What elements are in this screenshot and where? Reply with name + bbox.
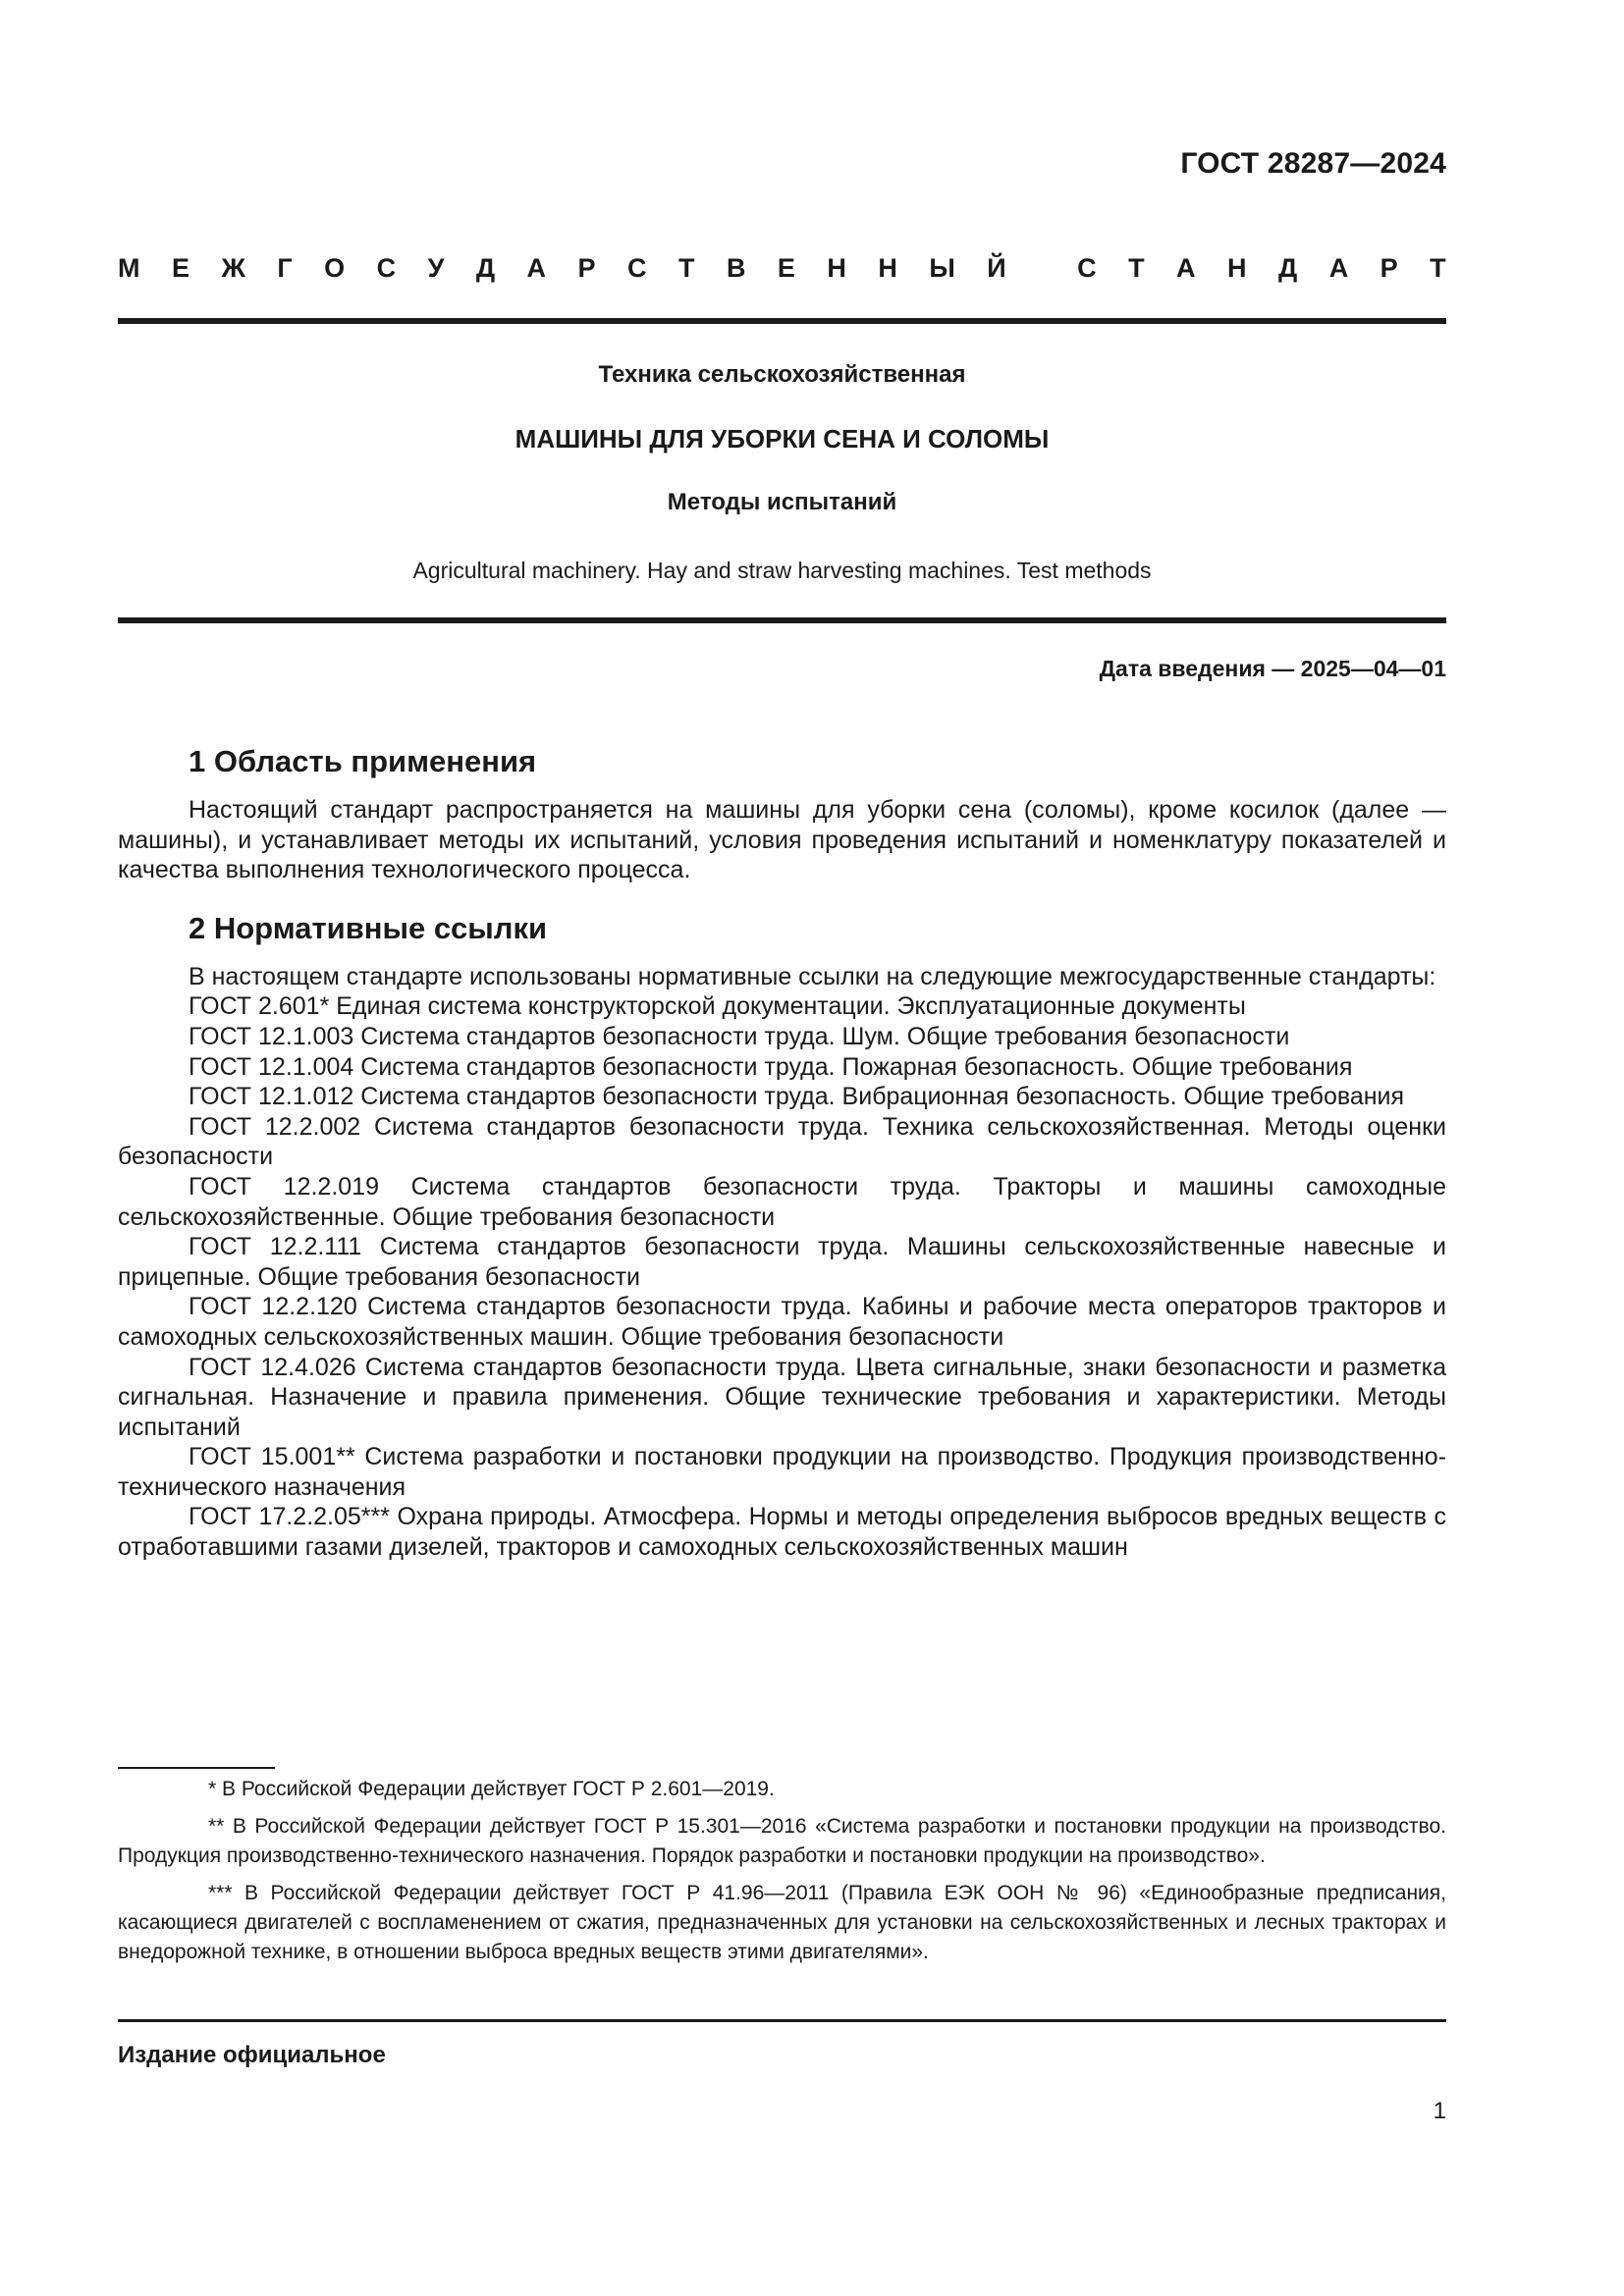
- standard-type-letter: Т: [1128, 253, 1145, 283]
- document-body: [118, 738, 1446, 1563]
- title-english: Agricultural machinery. Hay and straw harvesting machines. Test methods: [412, 558, 1152, 583]
- section-heading: 1 Область применения: [189, 744, 537, 778]
- standard-type-letter: Н: [1227, 253, 1247, 283]
- introduction-date: Дата введения — 2025—04—01: [1099, 656, 1446, 681]
- standard-type-letter: Р: [1380, 253, 1398, 283]
- reference-item: ГОСТ 12.4.026 Система стандартов безопасности труда. Цвета сигнальные, знаки безопасности и разметка сигнальная. Назначение и правила применения. Общие технические требования и характеристики. Методы испытаний: [118, 1353, 1446, 1441]
- edition-label: Издание официальное: [118, 2042, 386, 2068]
- standard-type-letter: С: [376, 253, 397, 283]
- footnote: ** В Российской Федерации действует ГОСТ Р 15.301—2016 «Система разработки и постановки продукции на производство. Продукция производственно-технического назначения. Порядок разработки и постановки продукции на производство».: [118, 1815, 1446, 1867]
- document-page: [118, 0, 1446, 2296]
- reference-item: ГОСТ 15.001** Система разработки и постановки продукции на производство. Продукция производственно-технического назначения: [118, 1443, 1446, 1501]
- standard-type-letter: Н: [827, 253, 846, 283]
- section-paragraph: В настоящем стандарте использованы нормативные ссылки на следующие межгосударственные стандарты:: [189, 962, 1436, 990]
- section-scope: [118, 738, 1446, 885]
- standard-type-letter: В: [726, 253, 746, 283]
- footer-rule: [118, 2019, 1446, 2022]
- standard-type-letter: М: [118, 253, 140, 283]
- footnotes: [118, 1775, 1446, 1975]
- standard-type-letter: У: [427, 253, 445, 283]
- standard-type-letter: Д: [475, 253, 496, 283]
- standard-type-letter: Н: [878, 253, 897, 283]
- footnote-separator: [118, 1767, 275, 1769]
- reference-item: ГОСТ 12.2.111 Система стандартов безопасности труда. Машины сельскохозяйственные навесные и прицепные. Общие требования безопасности: [118, 1233, 1446, 1291]
- title-main: МАШИНЫ ДЛЯ УБОРКИ СЕНА И СОЛОМЫ: [514, 424, 1050, 454]
- reference-item: ГОСТ 12.2.120 Система стандартов безопасности труда. Кабины и рабочие места операторов тракторов и самоходных сельскохозяйственных машин. Общие требования безопасности: [118, 1293, 1446, 1351]
- standard-type-letter: О: [324, 253, 346, 283]
- title-rule: [118, 617, 1446, 623]
- page-number: 1: [1433, 2098, 1446, 2124]
- reference-item: ГОСТ 12.2.002 Система стандартов безопасности труда. Техника сельскохозяйственная. Методы оценки безопасности: [118, 1112, 1446, 1171]
- standard-type-letter: Ы: [929, 253, 955, 283]
- header-rule: [118, 318, 1446, 324]
- standard-type-letter: С: [1077, 253, 1097, 283]
- standard-type-banner: [118, 253, 1446, 284]
- reference-item: ГОСТ 12.1.003 Система стандартов безопасности труда. Шум. Общие требования безопасности: [189, 1022, 1290, 1050]
- standard-type-letter: Т: [1430, 253, 1446, 283]
- standard-type-letter: Р: [577, 253, 596, 283]
- reference-item: ГОСТ 17.2.2.05*** Охрана природы. Атмосфера. Нормы и методы определения выбросов вредных веществ с отработавшими газами дизелей, тракторов и самоходных сельскохозяйственных машин: [118, 1503, 1446, 1562]
- standard-type-letter: [1038, 253, 1046, 284]
- standard-type-letter: Г: [277, 253, 293, 283]
- title-block: [118, 355, 1446, 590]
- standard-type-letter: Е: [777, 253, 795, 283]
- title-subtitle: Методы испытаний: [667, 489, 897, 515]
- section-paragraph: Настоящий стандарт распространяется на машины для уборки сена (соломы), кроме косилок (далее — машины), и устанавливает методы их испытаний, условия проведения испытаний и номенклатуру показателей и качества выполнения технологического процесса.: [118, 796, 1446, 884]
- section-normative-references: [118, 905, 1446, 1563]
- reference-item: ГОСТ 12.1.004 Система стандартов безопасности труда. Пожарная безопасность. Общие требования: [189, 1052, 1353, 1081]
- section-heading: 2 Нормативные ссылки: [189, 910, 548, 945]
- standard-type-letter: С: [627, 253, 647, 283]
- footnote: *** В Российской Федерации действует ГОСТ Р 41.96—2011 (Правила ЕЭК ООН № 96) «Единообразные предписания, касающиеся двигателей с воспламенением от сжатия, предназначенных для установки на сельскохозяйственных и лесных тракторах и внедорожной технике, в отношении выброса вредных веществ этими двигателями».: [118, 1882, 1446, 1963]
- standard-type-letter: Й: [987, 253, 1006, 283]
- reference-item: ГОСТ 2.601* Единая система конструкторской документации. Эксплуатационные документы: [189, 992, 1246, 1021]
- document-number: ГОСТ 28287—2024: [1180, 147, 1446, 180]
- standard-type-letter: Т: [677, 253, 695, 283]
- standard-type-letter: А: [1176, 253, 1196, 283]
- title-category: Техника сельскохозяйственная: [598, 361, 966, 388]
- footnote: * В Российской Федерации действует ГОСТ Р 2.601—2019.: [208, 1778, 775, 1800]
- reference-item: ГОСТ 12.2.019 Система стандартов безопасности труда. Тракторы и машины самоходные сельскохозяйственные. Общие требования безопасности: [118, 1172, 1446, 1231]
- reference-item: ГОСТ 12.1.012 Система стандартов безопасности труда. Вибрационная безопасность. Общие требования: [189, 1083, 1405, 1111]
- standard-type-letter: Е: [171, 253, 189, 283]
- standard-type-letter: Д: [1277, 253, 1298, 283]
- standard-type-letter: Ж: [221, 253, 245, 283]
- standard-type-letter: А: [526, 253, 547, 283]
- standard-type-letter: А: [1328, 253, 1349, 283]
